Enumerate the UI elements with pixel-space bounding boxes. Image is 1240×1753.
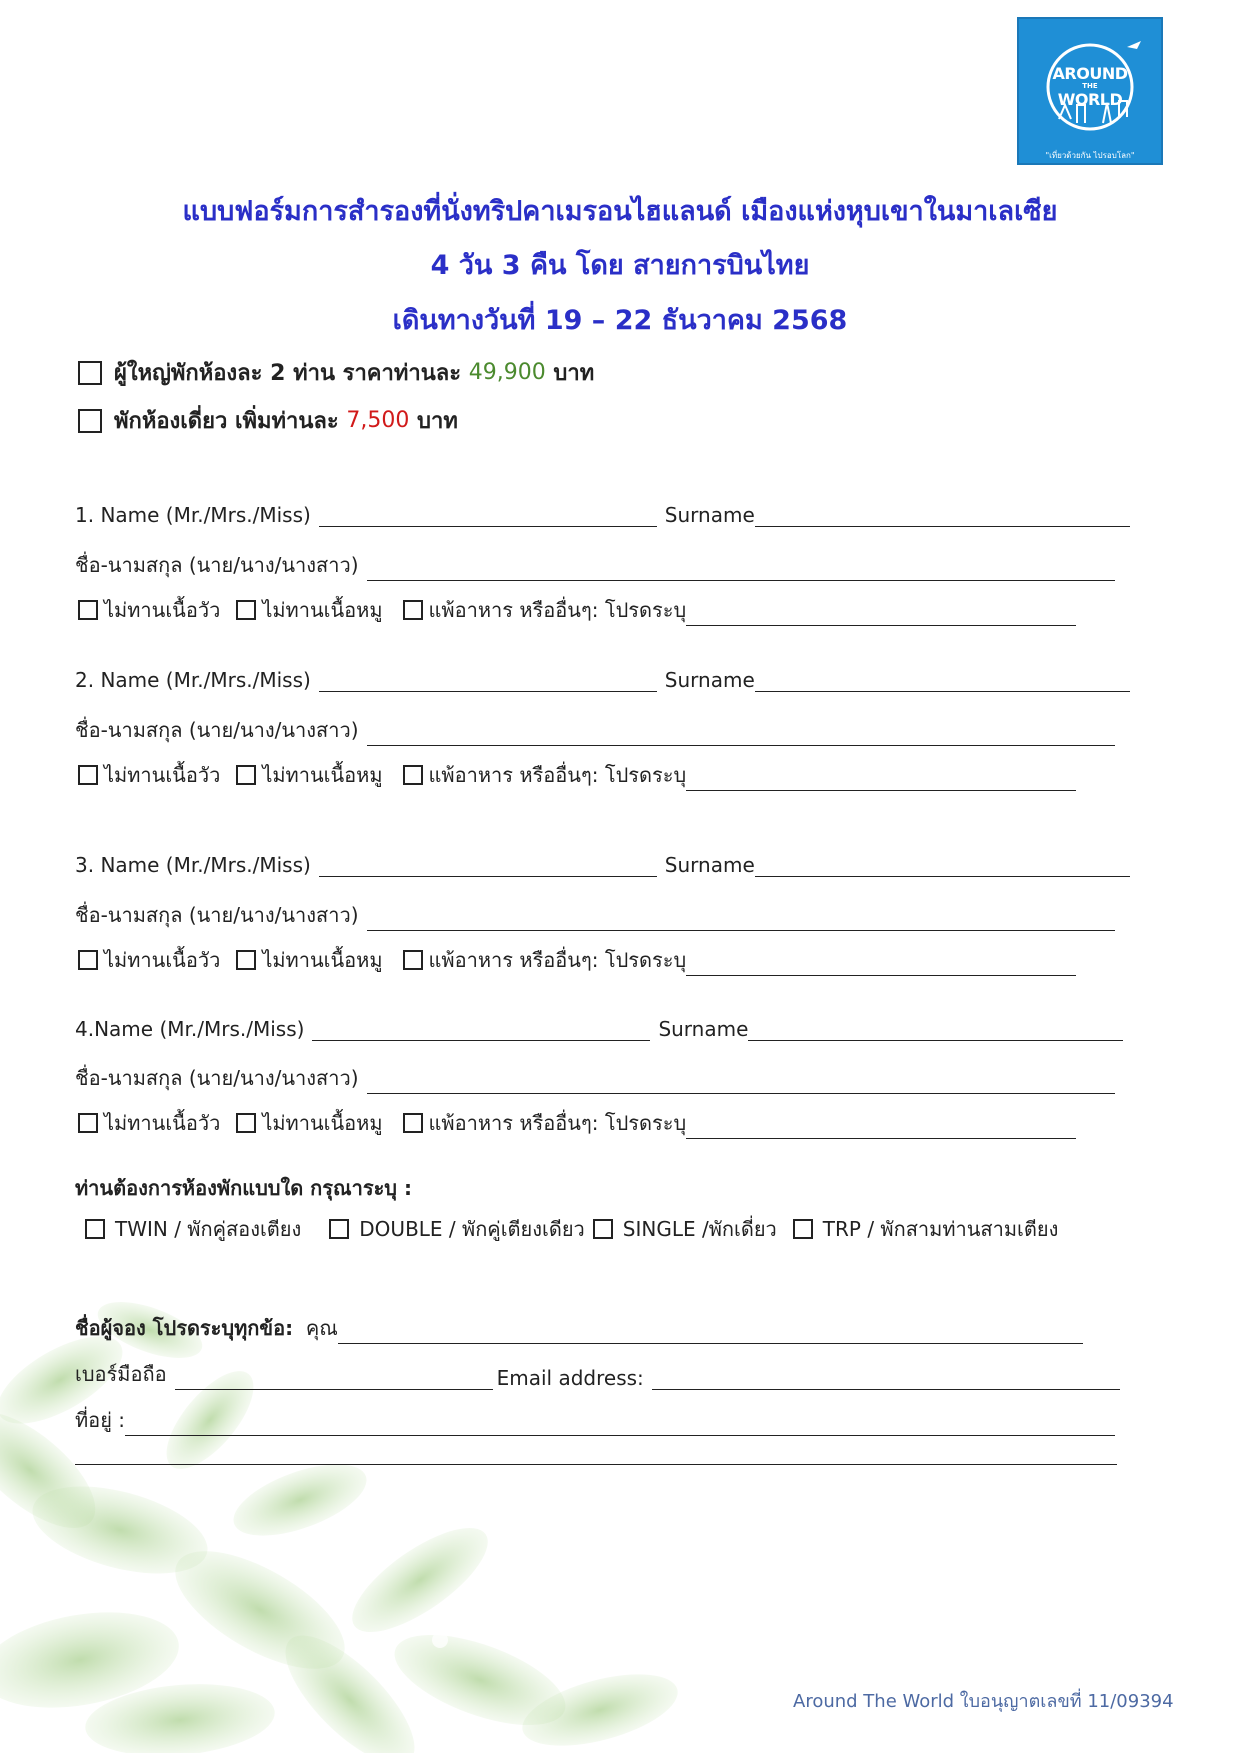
address-field[interactable] (125, 1415, 1115, 1436)
booker-name-row (75, 1312, 1083, 1344)
diet-no-pork-option[interactable] (236, 1107, 382, 1139)
thai-name-label: ชื่อ-นามสกุล (นาย/นาง/นางสาว) (75, 903, 359, 927)
diet-no-beef-option[interactable] (78, 1107, 220, 1139)
room-single-label: SINGLE /พักเดี่ยว (622, 1217, 777, 1241)
passenger-1-thai-name-field[interactable] (367, 560, 1115, 581)
checkbox[interactable] (236, 600, 256, 620)
thai-name-label: ชื่อ-นามสกุล (นาย/นาง/นางสาว) (75, 1066, 359, 1090)
mobile-field[interactable] (175, 1369, 493, 1390)
passenger-3-name-row (75, 853, 1130, 877)
diet-no-pork-option[interactable] (236, 759, 382, 791)
passenger-3-allergy-field[interactable] (686, 955, 1076, 976)
adult-price-unit: บาท (553, 361, 595, 386)
passenger-1-thai-name-row (75, 549, 1115, 581)
diet-no-beef-option[interactable] (78, 594, 220, 626)
passenger-name-label: 3. Name (Mr./Mrs./Miss) (75, 853, 311, 877)
passenger-surname-label: Surname (664, 668, 755, 692)
passenger-2-surname-field[interactable] (755, 671, 1130, 692)
passenger-2-thai-name-row (75, 714, 1115, 746)
passenger-2-allergy-field[interactable] (686, 770, 1076, 791)
email-field[interactable] (652, 1369, 1120, 1390)
single-supplement-label: พักห้องเดี่ยว เพิ่มท่านละ (114, 409, 339, 434)
checkbox[interactable] (78, 765, 98, 785)
passenger-surname-label: Surname (664, 853, 755, 877)
passenger-2-diet-row (78, 759, 1076, 791)
checkbox[interactable] (78, 600, 98, 620)
passenger-4-allergy-field[interactable] (686, 1118, 1076, 1139)
diet-no-pork-label: ไม่ทานเนื้อหมู (262, 763, 383, 787)
diet-no-pork-label: ไม่ทานเนื้อหมู (262, 598, 383, 622)
booker-title-prefix: คุณ (305, 1316, 338, 1340)
room-trp-option[interactable] (793, 1213, 1059, 1245)
diet-allergy-label: แพ้อาหาร หรืออื่นๆ: โปรดระบุ (428, 948, 687, 972)
logo-slogan: "เที่ยวด้วยกัน ไปรอบโลก" (1045, 151, 1135, 160)
diet-no-beef-label: ไม่ทานเนื้อวัว (104, 763, 221, 787)
room-twin-option[interactable] (85, 1213, 301, 1245)
logo-word-around: AROUND (1052, 64, 1128, 83)
diet-no-pork-option[interactable] (236, 944, 382, 976)
logo-word-world: WORLD (1057, 90, 1123, 109)
checkbox[interactable] (236, 765, 256, 785)
checkbox[interactable] (329, 1219, 349, 1239)
checkbox[interactable] (403, 600, 423, 620)
thai-name-label: ชื่อ-นามสกุล (นาย/นาง/นางสาว) (75, 553, 359, 577)
checkbox[interactable] (593, 1219, 613, 1239)
passenger-1-diet-row (78, 594, 1076, 626)
passenger-3-name-field[interactable] (319, 856, 657, 877)
email-label: Email address: (496, 1366, 644, 1390)
passenger-4-diet-row (78, 1107, 1076, 1139)
diet-no-beef-option[interactable] (78, 759, 220, 791)
single-supplement-checkbox[interactable] (78, 409, 102, 433)
address-label: ที่อยู่ : (75, 1408, 126, 1432)
around-the-world-logo (1017, 17, 1163, 165)
passenger-name-label: 1. Name (Mr./Mrs./Miss) (75, 503, 311, 527)
room-type-question: ท่านต้องการห้องพักแบบใด กรุณาระบุ : (75, 1176, 412, 1200)
passenger-1-name-field[interactable] (319, 506, 657, 527)
diet-no-beef-label: ไม่ทานเนื้อวัว (104, 948, 221, 972)
passenger-4-thai-name-row (75, 1062, 1115, 1094)
passenger-1-allergy-field[interactable] (686, 605, 1076, 626)
page-title-line3: เดินทางวันที่ 19 – 22 ธันวาคม 2568 (392, 305, 848, 336)
room-double-option[interactable] (329, 1213, 585, 1245)
diet-no-beef-label: ไม่ทานเนื้อวัว (104, 1111, 221, 1135)
diet-allergy-label: แพ้อาหาร หรืออื่นๆ: โปรดระบุ (428, 763, 687, 787)
booker-name-field[interactable] (338, 1323, 1083, 1344)
passenger-3-diet-row (78, 944, 1076, 976)
room-trp-label: TRP / พักสามท่านสามเตียง (822, 1217, 1059, 1241)
diet-no-pork-option[interactable] (236, 594, 382, 626)
checkbox[interactable] (78, 1113, 98, 1133)
thai-name-label: ชื่อ-นามสกุล (นาย/นาง/นางสาว) (75, 718, 359, 742)
footer-license: Around The World ใบอนุญาตเลขที่ 11/09394 (793, 1691, 1174, 1712)
address-row-2 (75, 1444, 1117, 1465)
checkbox[interactable] (236, 950, 256, 970)
passenger-1-name-row (75, 503, 1130, 527)
address-field-line2[interactable] (75, 1444, 1117, 1465)
mobile-label: เบอร์มือถือ (75, 1362, 167, 1386)
checkbox[interactable] (403, 950, 423, 970)
checkbox[interactable] (793, 1219, 813, 1239)
diet-allergy-label: แพ้อาหาร หรืออื่นๆ: โปรดระบุ (428, 598, 687, 622)
passenger-4-name-row (75, 1017, 1123, 1041)
page-title-line2: 4 วัน 3 คืน โดย สายการบินไทย (430, 250, 810, 281)
single-supplement-option (78, 403, 458, 438)
passenger-2-name-row (75, 668, 1130, 692)
diet-no-pork-label: ไม่ทานเนื้อหมู (262, 948, 383, 972)
single-supplement-unit: บาท (417, 409, 458, 434)
diet-allergy-option[interactable] (403, 1107, 687, 1139)
passenger-4-surname-field[interactable] (748, 1020, 1123, 1041)
passenger-name-label: 2. Name (Mr./Mrs./Miss) (75, 668, 311, 692)
checkbox[interactable] (78, 950, 98, 970)
checkbox[interactable] (236, 1113, 256, 1133)
passenger-3-thai-name-row (75, 899, 1115, 931)
adult-price-option (78, 355, 594, 390)
checkbox[interactable] (403, 1113, 423, 1133)
passenger-surname-label: Surname (664, 503, 755, 527)
room-type-options (85, 1213, 1058, 1245)
room-double-label: DOUBLE / พักคู่เตียงเดียว (359, 1217, 585, 1241)
passenger-name-label: 4.Name (Mr./Mrs./Miss) (75, 1017, 305, 1041)
diet-no-pork-label: ไม่ทานเนื้อหมู (262, 1111, 383, 1135)
logo-word-the: THE (1082, 82, 1098, 90)
passenger-4-name-field[interactable] (312, 1020, 650, 1041)
booker-label: ชื่อผู้จอง โปรดระบุทุกข้อ: (75, 1316, 294, 1340)
diet-allergy-label: แพ้อาหาร หรืออื่นๆ: โปรดระบุ (428, 1111, 687, 1135)
diet-allergy-option[interactable] (403, 594, 687, 626)
booker-contact-row (75, 1358, 1120, 1390)
diet-no-beef-option[interactable] (78, 944, 220, 976)
passenger-3-surname-field[interactable] (755, 856, 1130, 877)
passenger-4-thai-name-field[interactable] (367, 1073, 1115, 1094)
single-supplement-amount: 7,500 (346, 408, 410, 433)
passenger-2-thai-name-field[interactable] (367, 725, 1115, 746)
diet-no-beef-label: ไม่ทานเนื้อวัว (104, 598, 221, 622)
diet-allergy-option[interactable] (403, 944, 687, 976)
diet-allergy-option[interactable] (403, 759, 687, 791)
passenger-1-surname-field[interactable] (755, 506, 1130, 527)
passenger-3-thai-name-field[interactable] (367, 910, 1115, 931)
checkbox[interactable] (85, 1219, 105, 1239)
adult-price-amount: 49,900 (468, 360, 546, 385)
passenger-2-name-field[interactable] (319, 671, 657, 692)
room-twin-label: TWIN / พักคู่สองเตียง (115, 1217, 302, 1241)
page-title-line1: แบบฟอร์มการสำรองที่นั่งทริปคาเมรอนไฮแลนด์ เมืองแห่งหุบเขาในมาเลเซีย (182, 196, 1058, 227)
adult-price-checkbox[interactable] (78, 361, 102, 385)
room-single-option[interactable] (593, 1213, 777, 1245)
address-row (75, 1404, 1115, 1436)
checkbox[interactable] (403, 765, 423, 785)
passenger-surname-label: Surname (658, 1017, 749, 1041)
adult-price-label: ผู้ใหญ่พักห้องละ 2 ท่าน ราคาท่านละ (114, 361, 462, 386)
